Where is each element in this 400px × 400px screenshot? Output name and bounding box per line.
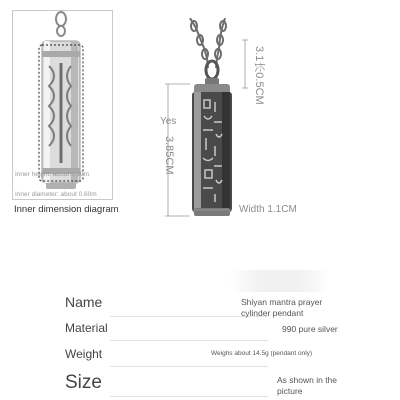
spec-label-material: Material <box>65 321 108 335</box>
spec-divider <box>110 366 268 367</box>
width-label: Width 1.1CM <box>239 204 297 215</box>
spec-divider <box>110 396 268 397</box>
spec-value-size: As shown in the picture <box>277 375 338 396</box>
blurred-strip <box>230 270 330 292</box>
inner-diameter-label: Inner diameter: about 0.80m <box>15 191 97 198</box>
inner-height-label: Inner height: about 3.30m <box>15 171 90 178</box>
spec-value-name: Shiyan mantra prayer cylinder pendant <box>241 297 323 318</box>
height-label: 3.85CM <box>163 136 175 175</box>
spec-label-size: Size <box>65 372 102 393</box>
side-label: Yes <box>160 116 177 127</box>
spec-value-material: 990 pure silver <box>282 324 338 334</box>
spec-label-name: Name <box>65 294 103 310</box>
spec-value-weight: Weighs about 14.5g (pendant only) <box>211 350 313 357</box>
diagram-caption: Inner dimension diagram <box>14 204 119 215</box>
pendant-photo <box>150 18 300 218</box>
inner-dimension-diagram <box>12 10 113 200</box>
spec-divider <box>110 340 268 341</box>
spec-label-weight: Weight <box>65 347 103 361</box>
top-length-label: 3.1长0.5CM <box>253 46 265 105</box>
